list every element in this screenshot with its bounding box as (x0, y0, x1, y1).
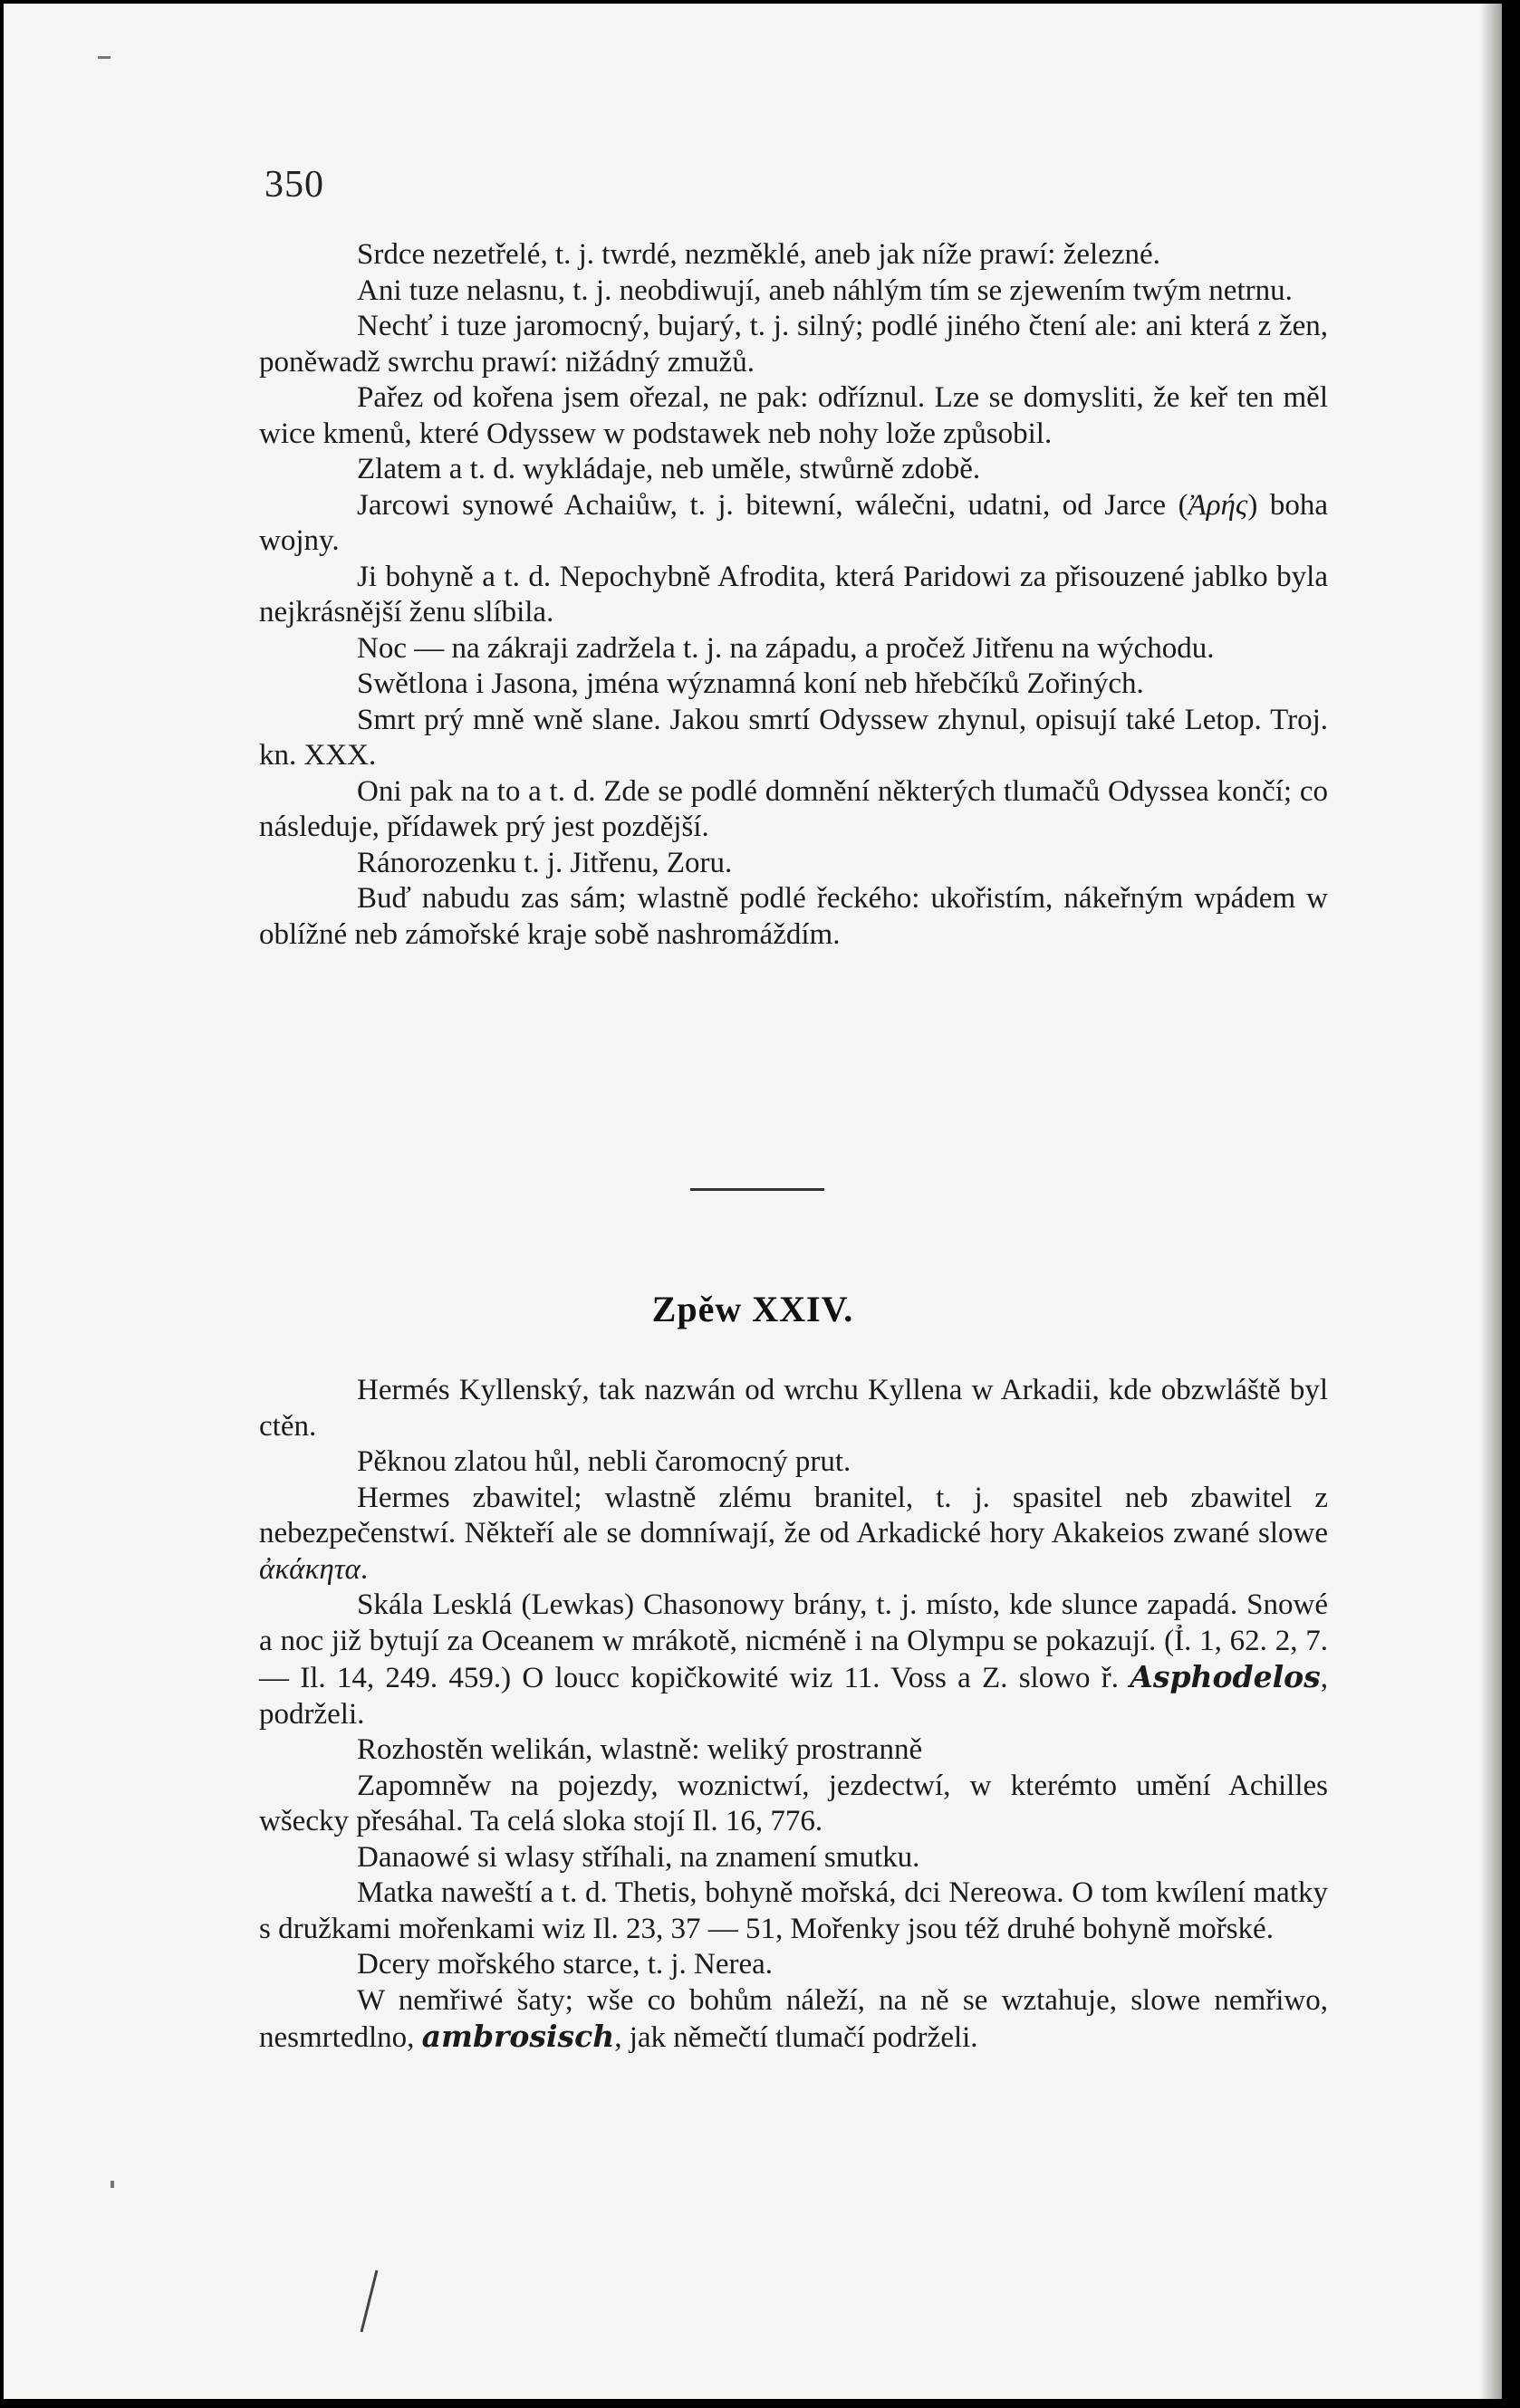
note-paragraph: Rozhostěn welikán, wlastně: weliký prostranně (357, 1733, 923, 1766)
note-text: W nemřiwé šaty; wše co bohům náleží, na ně se wztahuje, slowe nemřiwo, nesmrtedlno, (259, 1983, 1328, 2054)
note-paragraph (259, 1588, 1328, 1732)
note-text: , podrželi. (259, 1662, 1328, 1731)
note-paragraph: Hermés Kyllenský, tak nazwán od wrchu Kyllena w Arkadii, kde obzwláště byl ctěn. (259, 1374, 1328, 1443)
note-text: . (360, 1552, 369, 1586)
greek-word: Ἀρής (1188, 488, 1248, 522)
note-paragraph: Pařez od kořena jsem ořezal, ne pak: odříznul. Lze se domysliti, že keř ten měl wice kmenů, které Odyssew w podstawek neb nohy lože způsobil. (259, 381, 1328, 450)
note-paragraph: Ani tuze nelasnu, t. j. neobdiwují, aneb náhlým tím se zjewením twým netrnu. (357, 273, 1293, 307)
fraktur-word: ambrosisch (421, 2019, 615, 2054)
greek-word: ἀκάκητα (259, 1552, 361, 1586)
fraktur-word: Asphodelos (1130, 1659, 1321, 1694)
note-paragraph: Nechť i tuze jaromocný, bujarý, t. j. silný; podlé jiného čtení ale: ani která z žen, poněwadž swrchu prawí: nižádný zmužů. (259, 310, 1328, 379)
note-paragraph: Pěknou zlatou hůl, nebli čaromocný prut. (357, 1445, 851, 1478)
note-text: , jak němečtí tlumačí podrželi. (614, 2021, 978, 2054)
note-paragraph: Swětlona i Jasona, jména wýznamná koní neb hřebčíků Zořiných. (357, 667, 1144, 700)
note-paragraph: Smrt prý mně wně slane. Jakou smrtí Odyssew zhynul, opisují také Letop. Troj. kn. XXX. (259, 703, 1328, 772)
note-text: Hermes zbawitel; wlastně zlému branitel, t. j. spasitel neb zbawitel z nebezpečenstwí. Někteří ale se domníwají, že od Arkadické hory Akakeios zwané slowe (259, 1481, 1328, 1549)
note-paragraph: Oni pak na to a t. d. Zde se podlé domnění některých tlumačů Odyssea končí; co následuje, přídawek prý jest pozdější. (259, 774, 1328, 843)
scan-speck (98, 56, 111, 59)
scan-speck (111, 2181, 114, 2188)
note-paragraph: Ji bohyně a t. d. Nepochybně Afrodita, která Paridowi za přisouzené jablko byla nejkrásnější ženu slíbila. (259, 560, 1328, 628)
note-paragraph: Danaowé si wlasy stříhali, na znamení smutku. (357, 1840, 920, 1874)
note-paragraph: Zapomněw na pojezdy, woznictwí, jezdectwí, w kterémto umění Achilles wšecky přesáhal. Ta celá sloka stojí Il. 16, 776. (259, 1769, 1328, 1837)
page-number: 350 (265, 164, 324, 206)
note-paragraph: Buď nabudu zas sám; wlastně podlé řeckého: ukořistím, nákeřným wpádem w oblížné neb zámořské kraje sobě nashromáždím. (259, 882, 1328, 951)
note-paragraph: Srdce nezetřelé, t. j. twrdé, nezměklé, aneb jak níže prawí: železné. (357, 238, 1160, 271)
note-paragraph: Zlatem a t. d. wykládaje, neb uměle, stwůrně zdobě. (357, 453, 981, 485)
note-text: Skála Lesklá (Lewkas) Chasonowy brány, t. j. místo, kde slunce zapadá. Snowé a noc již bytují za Oceanem w mrákotě, nicméně i na Olympu se pokazují. (Ỉ. 1, 62. 2, 7. — Il. 14, 249. 459.) O loucc kopičkowité wiz 11. Voss a Z. slowo ř. (259, 1588, 1328, 1694)
note-paragraph: Dcery mořského starce, t. j. Nerea. (357, 1948, 774, 1981)
notes-block-bottom (259, 1373, 1328, 2057)
page-edge-shadow (1480, 4, 1502, 2399)
note-paragraph (259, 1481, 1328, 1588)
note-paragraph: Matka naweští a t. d. Thetis, bohyně mořská, dci Nereowa. O tom kwílení matky s družkami mořenkami wiz Il. 23, 37 — 51, Mořenky jsou též druhé bohyně mořské. (259, 1876, 1328, 1945)
notes-block-top (259, 237, 1328, 953)
book-page (4, 4, 1502, 2399)
note-text: ) boha wojny. (259, 488, 1328, 557)
section-title: Zpěw XXIV. (651, 1289, 854, 1329)
note-paragraph (259, 488, 1328, 560)
note-paragraph (259, 1983, 1328, 2057)
note-paragraph: Noc — na zákraji zadržela t. j. na západu, a pročež Jitřenu na wýchodu. (357, 631, 1215, 665)
section-divider (690, 1188, 824, 1191)
note-paragraph: Ránorozenku t. j. Jitřenu, Zoru. (357, 846, 733, 879)
pencil-stroke (361, 2270, 379, 2333)
note-text: Jarcowi synowé Achaiůw, t. j. bitewní, wálečni, udatni, od Jarce ( (357, 488, 1188, 522)
